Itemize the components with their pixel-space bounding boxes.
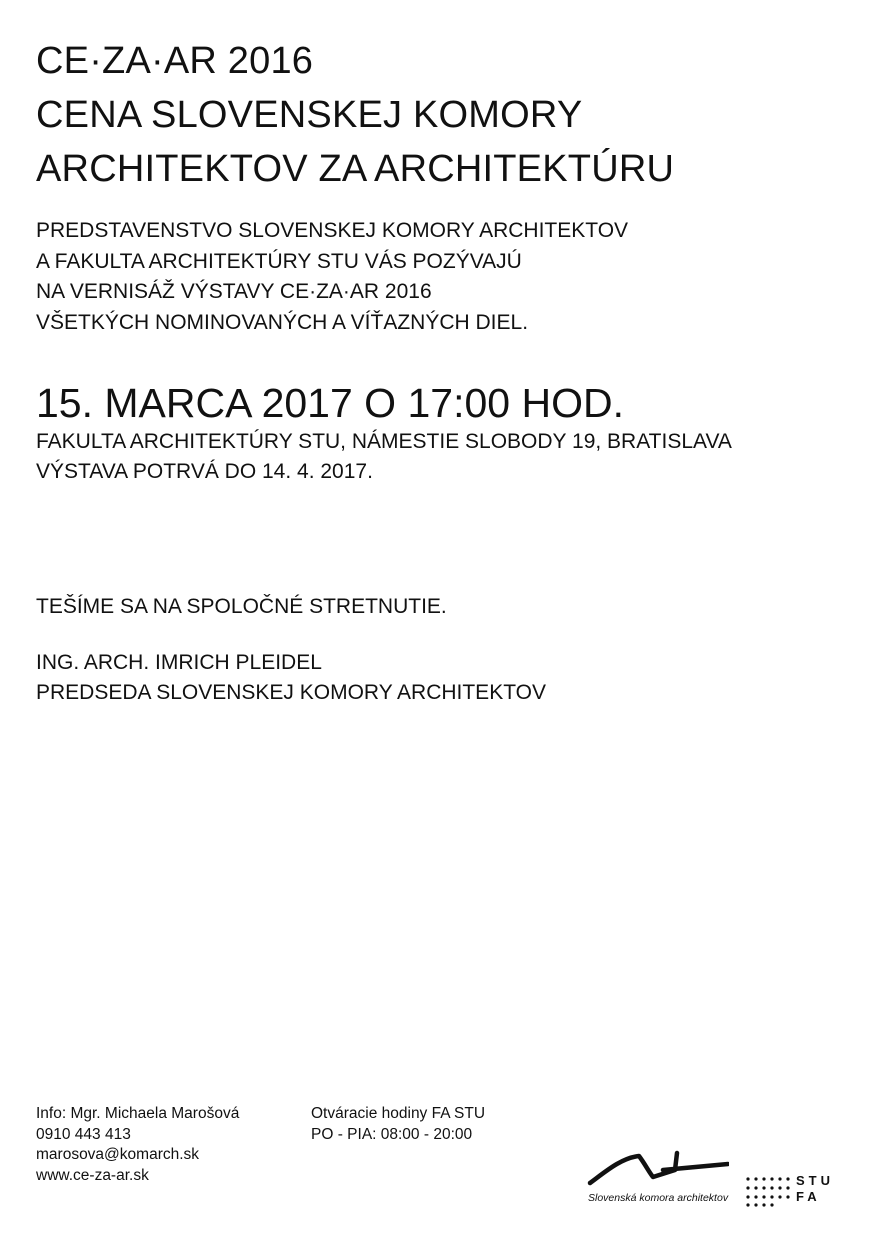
footer-contact: [36, 1104, 239, 1186]
event-date: 15. MARCA 2017 O 17:00 HOD.: [36, 380, 624, 426]
intro-line: A FAKULTA ARCHITEKTÚRY STU VÁS POZÝVAJÚ: [36, 249, 522, 273]
contact-info: Info: Mgr. Michaela Marošová: [36, 1105, 240, 1122]
contact-email[interactable]: marosova@komarch.sk: [36, 1146, 200, 1163]
footer-hours: [311, 1104, 485, 1145]
invitation-title: [36, 34, 674, 196]
contact-phone: 0910 443 413: [36, 1125, 131, 1143]
invitation-intro: [36, 216, 628, 338]
intro-line: VŠETKÝCH NOMINOVANÝCH A VÍŤAZNÝCH DIEL.: [36, 310, 529, 334]
title-line: CENA SLOVENSKEJ KOMORY: [36, 94, 583, 136]
event-details: [36, 427, 732, 487]
stu-fa-logo: [745, 1174, 845, 1208]
title-line: ARCHITEKTOV ZA ARCHITEKTÚRU: [36, 148, 675, 190]
stu-fa-text: [796, 1173, 834, 1205]
signature: [36, 648, 546, 708]
stu-dots-icon: [745, 1174, 791, 1208]
title-line: CE·ZA·AR 2016: [36, 40, 314, 82]
greeting: TEŠÍME SA NA SPOLOČNÉ STRETNUTIE.: [36, 595, 447, 618]
signature-role: PREDSEDA SLOVENSKEJ KOMORY ARCHITEKTOV: [36, 681, 546, 704]
ska-logo-caption: Slovenská komora architektov: [588, 1192, 729, 1204]
stu-text-line: STU: [796, 1173, 834, 1188]
intro-line: PREDSTAVENSTVO SLOVENSKEJ KOMORY ARCHITEKTOV: [36, 219, 629, 242]
contact-website[interactable]: www.ce-za-ar.sk: [36, 1166, 149, 1184]
signature-name: ING. ARCH. IMRICH PLEIDEL: [36, 651, 322, 674]
fa-text-line: FA: [796, 1189, 821, 1204]
event-venue: FAKULTA ARCHITEKTÚRY STU, NÁMESTIE SLOBODY 19, BRATISLAVA: [36, 430, 732, 453]
event-duration: VÝSTAVA POTRVÁ DO 14. 4. 2017.: [36, 460, 373, 483]
hours-value: PO - PIA: 08:00 - 20:00: [311, 1125, 473, 1143]
intro-line: NA VERNISÁŽ VÝSTAVY CE·ZA·AR 2016: [36, 280, 432, 303]
ska-logo-mark-icon: [587, 1150, 729, 1190]
hours-label: Otváracie hodiny FA STU: [311, 1105, 486, 1122]
ska-logo: [587, 1150, 729, 1210]
